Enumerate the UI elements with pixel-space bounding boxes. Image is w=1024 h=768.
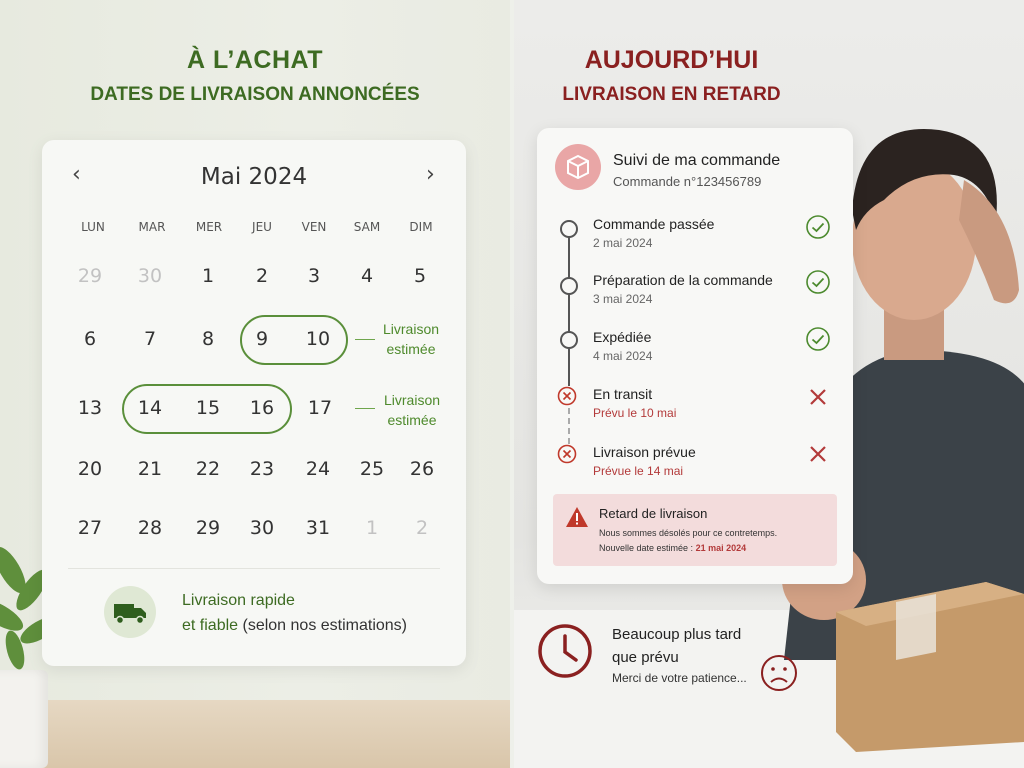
today-title: AUJOURD’HUI — [584, 46, 759, 74]
order-number: Commande n°123456789 — [613, 174, 762, 189]
chevron-right-icon[interactable]: › — [426, 162, 435, 187]
step-detail: Prévu le 10 mai — [593, 406, 677, 420]
calendar-day[interactable]: 6 — [83, 328, 97, 350]
estimate-connector — [355, 408, 375, 409]
weekday-label: LUN — [81, 220, 105, 234]
cross-icon — [805, 384, 831, 410]
step-detail: Prévue le 14 mai — [593, 464, 684, 478]
calendar-day[interactable]: 24 — [305, 458, 331, 480]
alert-new-date — [599, 543, 746, 553]
calendar-day[interactable]: 10 — [305, 328, 331, 350]
calendar-day[interactable]: 21 — [137, 458, 163, 480]
calendar-day[interactable]: 22 — [195, 458, 221, 480]
timeline-error-icon — [557, 386, 577, 406]
calendar-day[interactable]: 2 — [415, 517, 429, 539]
footer-line-1: Livraison rapide — [182, 592, 295, 609]
step-detail: 2 mai 2024 — [593, 236, 653, 250]
calendar-day[interactable]: 27 — [77, 517, 103, 539]
step-title: Livraison prévue — [593, 444, 696, 460]
estimate-label-1 — [378, 319, 444, 359]
calendar-day[interactable]: 7 — [143, 328, 157, 350]
check-circle-icon — [805, 214, 831, 240]
step-title: Expédiée — [593, 329, 652, 345]
right-panel — [514, 0, 1024, 768]
calendar-day[interactable]: 1 — [201, 265, 215, 287]
step-detail: 3 mai 2024 — [593, 292, 653, 306]
estimate-label-line: Livraison — [382, 321, 440, 337]
calendar-day[interactable]: 29 — [77, 265, 103, 287]
calendar-day[interactable]: 30 — [137, 265, 163, 287]
calendar-day[interactable]: 1 — [365, 517, 379, 539]
purchase-title: À L’ACHAT — [187, 46, 323, 74]
calendar-day[interactable]: 9 — [255, 328, 269, 350]
step-title: En transit — [593, 386, 653, 402]
calendar-day[interactable]: 20 — [77, 458, 103, 480]
calendar-day[interactable]: 23 — [249, 458, 275, 480]
timeline-dot — [560, 220, 578, 238]
estimate-label-line: estimée — [386, 341, 436, 357]
calendar-day[interactable]: 28 — [137, 517, 163, 539]
estimate-connector — [355, 339, 375, 340]
timeline-dot — [560, 277, 578, 295]
calendar-day[interactable]: 8 — [201, 328, 215, 350]
estimate-label-line: estimée — [387, 412, 437, 428]
order-tracking-card — [537, 128, 853, 584]
delay-alert — [553, 494, 837, 566]
check-circle-icon — [805, 269, 831, 295]
timeline-dot — [560, 331, 578, 349]
alert-new-date-value: 21 mai 2024 — [695, 543, 747, 553]
cross-icon — [805, 441, 831, 467]
calendar-day[interactable]: 2 — [255, 265, 269, 287]
alert-title: Retard de livraison — [599, 506, 708, 521]
check-circle-icon — [805, 326, 831, 352]
footer-strong: et fiable — [182, 617, 239, 634]
sad-face-icon — [760, 654, 798, 692]
truck-badge — [104, 586, 156, 638]
calendar-day[interactable]: 14 — [137, 397, 163, 419]
weekday-label: VEN — [301, 220, 327, 234]
calendar-day[interactable]: 4 — [360, 265, 374, 287]
tracking-title: Suivi de ma commande — [613, 152, 781, 169]
late-line-2: que prévu — [612, 649, 679, 666]
calendar-day[interactable]: 31 — [305, 517, 331, 539]
alert-new-date-label: Nouvelle date estimée : — [599, 543, 696, 553]
chevron-left-icon[interactable]: ‹ — [72, 162, 81, 187]
calendar-day[interactable]: 30 — [249, 517, 275, 539]
thanks-text: Merci de votre patience... — [612, 671, 747, 685]
weekday-label: SAM — [353, 220, 381, 234]
purchase-subtitle: DATES DE LIVRAISON ANNONCÉES — [90, 84, 420, 105]
timeline-error-icon — [557, 444, 577, 464]
calendar-day[interactable]: 5 — [413, 265, 427, 287]
calendar-day[interactable]: 16 — [249, 397, 275, 419]
plant-pot — [0, 670, 48, 768]
weekday-label: JEU — [252, 220, 272, 234]
clock-icon — [536, 622, 594, 680]
today-subtitle: LIVRAISON EN RETARD — [562, 84, 781, 105]
wooden-shelf — [0, 700, 510, 768]
step-title: Commande passée — [593, 216, 715, 232]
package-badge — [555, 144, 601, 190]
calendar-month: Mai 2024 — [200, 164, 308, 190]
calendar-divider — [68, 568, 440, 569]
weekday-label: MAR — [138, 220, 166, 234]
left-panel — [0, 0, 510, 768]
package-icon — [555, 144, 601, 190]
estimate-label-line: Livraison — [383, 392, 441, 408]
footer-rest: (selon nos estimations) — [238, 617, 408, 634]
calendar-day[interactable]: 17 — [307, 397, 333, 419]
timeline-dashed-line — [568, 408, 570, 444]
warning-icon — [565, 506, 589, 528]
calendar-day[interactable]: 13 — [77, 397, 103, 419]
step-detail: 4 mai 2024 — [593, 349, 653, 363]
step-title: Préparation de la commande — [593, 272, 773, 288]
weekday-label: MER — [195, 220, 223, 234]
late-line-1: Beaucoup plus tard — [612, 626, 742, 643]
truck-icon — [104, 586, 156, 638]
cardboard-box-illustration — [836, 582, 1024, 752]
footer-line-2 — [182, 617, 407, 635]
estimate-label-2 — [379, 390, 445, 430]
calendar-day[interactable]: 29 — [195, 517, 221, 539]
calendar-card — [42, 140, 466, 666]
calendar-day[interactable]: 26 — [409, 458, 435, 480]
alert-message: Nous sommes désolés pour ce contretemps. — [599, 528, 778, 538]
calendar-day[interactable]: 3 — [307, 265, 321, 287]
calendar-day[interactable]: 25 — [359, 458, 385, 480]
weekday-label: DIM — [409, 220, 433, 234]
calendar-day[interactable]: 15 — [195, 397, 221, 419]
